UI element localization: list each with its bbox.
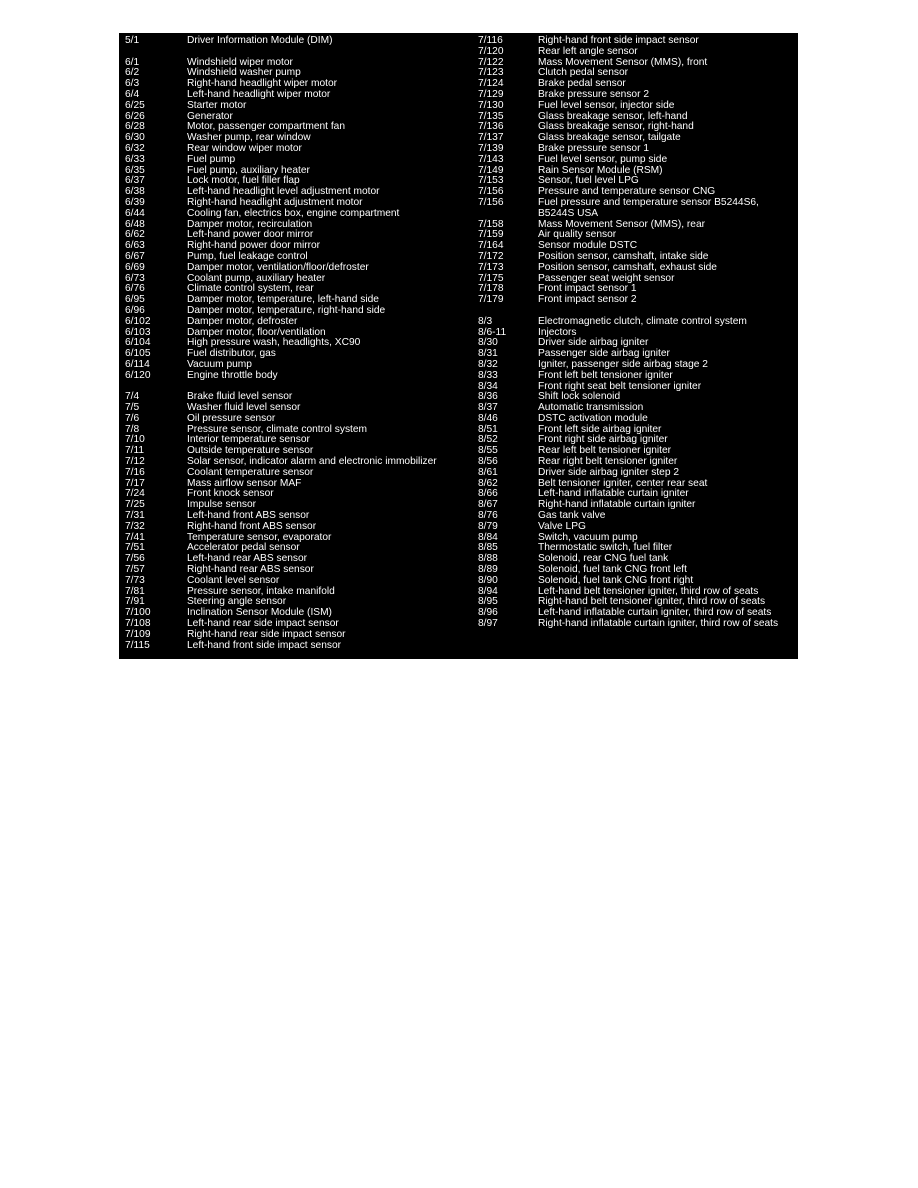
component-code: 6/44 bbox=[125, 207, 145, 219]
legend-row bbox=[478, 382, 796, 393]
component-code: 7/124 bbox=[478, 78, 504, 90]
component-legend-panel bbox=[119, 33, 798, 659]
component-description: Left-hand rear ABS sensor bbox=[187, 553, 308, 565]
component-code: 8/90 bbox=[478, 574, 498, 586]
component-description: Windshield washer pump bbox=[187, 67, 301, 79]
component-description: Right-hand inflatable curtain igniter bbox=[538, 499, 696, 511]
component-code: 6/39 bbox=[125, 196, 145, 208]
component-description: Left-hand inflatable curtain igniter bbox=[538, 488, 689, 500]
component-description: High pressure wash, headlights, XC90 bbox=[187, 337, 361, 349]
component-description: Damper motor, ventilation/floor/defroster bbox=[187, 261, 369, 273]
component-code: 7/156 bbox=[478, 186, 504, 198]
component-description: Left-hand headlight level adjustment motor bbox=[187, 186, 380, 198]
component-code: 6/32 bbox=[125, 142, 145, 154]
legend-row bbox=[478, 198, 796, 209]
legend-row bbox=[478, 295, 796, 306]
component-description: Solenoid, fuel tank CNG front left bbox=[538, 564, 687, 576]
component-description: Mass Movement Sensor (MMS), front bbox=[538, 56, 708, 68]
component-code: 7/10 bbox=[125, 434, 145, 446]
component-description: Passenger seat weight sensor bbox=[538, 272, 675, 284]
component-code: 7/149 bbox=[478, 164, 504, 176]
component-code: 6/102 bbox=[125, 315, 151, 327]
component-code: 8/66 bbox=[478, 488, 498, 500]
component-description: Glass breakage sensor, tailgate bbox=[538, 132, 681, 144]
component-code: 8/94 bbox=[478, 585, 498, 597]
component-code: 7/91 bbox=[125, 596, 145, 608]
legend-row bbox=[478, 263, 796, 274]
left-column bbox=[125, 36, 465, 651]
component-code: 6/73 bbox=[125, 272, 145, 284]
component-description: Cooling fan, electrics box, engine compartment bbox=[187, 207, 400, 219]
component-description: Sensor module DSTC bbox=[538, 240, 638, 252]
component-code: 6/48 bbox=[125, 218, 145, 230]
component-description: Front knock sensor bbox=[187, 488, 274, 500]
component-description: Interior temperature sensor bbox=[187, 434, 310, 446]
component-description: Left-hand belt tensioner igniter, third row of seats bbox=[538, 585, 759, 597]
component-description: Front impact sensor 1 bbox=[538, 283, 637, 295]
legend-row bbox=[478, 230, 796, 241]
component-code: 8/76 bbox=[478, 510, 498, 522]
component-code: 7/41 bbox=[125, 531, 145, 543]
component-code: 7/73 bbox=[125, 574, 145, 586]
legend-row bbox=[478, 220, 796, 231]
component-code: 8/30 bbox=[478, 337, 498, 349]
component-description: Damper motor, defroster bbox=[187, 315, 298, 327]
component-code: 7/56 bbox=[125, 553, 145, 565]
legend-row bbox=[478, 371, 796, 382]
component-code: 6/114 bbox=[125, 358, 150, 370]
component-code: 7/175 bbox=[478, 272, 504, 284]
component-code: 8/37 bbox=[478, 402, 498, 414]
component-code: 7/116 bbox=[478, 35, 503, 46]
legend-row bbox=[478, 101, 796, 112]
component-code: 7/81 bbox=[125, 585, 145, 597]
component-description: Thermostatic switch, fuel filter bbox=[538, 542, 673, 554]
component-code: 8/61 bbox=[478, 466, 498, 478]
component-description: Windshield wiper motor bbox=[187, 56, 293, 68]
component-code: 8/6-11 bbox=[478, 326, 507, 338]
component-description: Damper motor, temperature, left-hand side bbox=[187, 294, 379, 306]
component-description: Sensor, fuel level LPG bbox=[538, 175, 639, 187]
component-description: Engine throttle body bbox=[187, 369, 278, 381]
component-code: 6/26 bbox=[125, 110, 145, 122]
component-code: 7/135 bbox=[478, 110, 504, 122]
component-code: 7/137 bbox=[478, 132, 504, 144]
component-code: 7/24 bbox=[125, 488, 145, 500]
component-code: 8/79 bbox=[478, 520, 498, 532]
component-description: Valve LPG bbox=[538, 520, 586, 532]
component-description: Position sensor, camshaft, exhaust side bbox=[538, 261, 717, 273]
component-description: Left-hand headlight wiper motor bbox=[187, 88, 331, 100]
component-code: 8/32 bbox=[478, 358, 498, 370]
legend-row bbox=[125, 155, 465, 166]
component-description: Right-hand power door mirror bbox=[187, 240, 321, 252]
component-code: 7/159 bbox=[478, 229, 504, 241]
component-description: Right-hand headlight adjustment motor bbox=[187, 196, 363, 208]
component-description: Glass breakage sensor, right-hand bbox=[538, 121, 694, 133]
component-description: Front right side airbag igniter bbox=[538, 434, 668, 446]
component-description: Pump, fuel leakage control bbox=[187, 250, 308, 262]
legend-row bbox=[125, 641, 465, 652]
legend-row bbox=[125, 263, 465, 274]
component-code: 7/164 bbox=[478, 240, 504, 252]
component-code: 6/103 bbox=[125, 326, 151, 338]
component-description: Lock motor, fuel filler flap bbox=[187, 175, 300, 187]
component-description: Rear left angle sensor bbox=[538, 45, 638, 57]
component-code: 6/28 bbox=[125, 121, 145, 133]
component-description: Vacuum pump bbox=[187, 358, 252, 370]
component-code: 8/88 bbox=[478, 553, 498, 565]
component-description: Pressure sensor, intake manifold bbox=[187, 585, 335, 597]
legend-row bbox=[125, 587, 465, 598]
component-code: 6/105 bbox=[125, 348, 151, 360]
component-description: Brake pedal sensor bbox=[538, 78, 626, 90]
legend-row bbox=[125, 90, 465, 101]
component-code: 7/51 bbox=[125, 542, 145, 554]
component-code: 8/31 bbox=[478, 348, 498, 360]
component-code: 8/62 bbox=[478, 477, 498, 489]
component-description: Damper motor, temperature, right-hand side bbox=[187, 304, 386, 316]
component-description: Brake pressure sensor 2 bbox=[538, 88, 649, 100]
component-description: Rear left belt tensioner igniter bbox=[538, 445, 672, 457]
component-description: Left-hand rear side impact sensor bbox=[187, 618, 339, 630]
component-code: 7/17 bbox=[125, 477, 145, 489]
component-description: Washer fluid level sensor bbox=[187, 402, 301, 414]
legend-row bbox=[125, 630, 465, 641]
component-description: Automatic transmission bbox=[538, 402, 644, 414]
component-description: Rear window wiper motor bbox=[187, 142, 302, 154]
component-description: Washer pump, rear window bbox=[187, 132, 311, 144]
component-code: 8/95 bbox=[478, 596, 498, 608]
legend-row bbox=[125, 101, 465, 112]
component-description: Pressure and temperature sensor CNG bbox=[538, 186, 716, 198]
component-description: Electromagnetic clutch, climate control system bbox=[538, 315, 747, 327]
component-code: 7/136 bbox=[478, 121, 504, 133]
component-description: Gas tank valve bbox=[538, 510, 606, 522]
component-description: Glass breakage sensor, left-hand bbox=[538, 110, 688, 122]
component-description: Clutch pedal sensor bbox=[538, 67, 629, 79]
component-description: Right-hand front ABS sensor bbox=[187, 520, 317, 532]
right-column bbox=[478, 36, 796, 630]
component-code: 7/57 bbox=[125, 564, 145, 576]
component-description: Temperature sensor, evaporator bbox=[187, 531, 332, 543]
component-code: 6/62 bbox=[125, 229, 145, 241]
component-code: 7/31 bbox=[125, 510, 145, 522]
component-description: Igniter, passenger side airbag stage 2 bbox=[538, 358, 708, 370]
component-description: Left-hand inflatable curtain igniter, third row of seats bbox=[538, 607, 772, 619]
component-code: 8/46 bbox=[478, 412, 498, 424]
component-code: 7/32 bbox=[125, 520, 145, 532]
component-code: 7/153 bbox=[478, 175, 504, 187]
component-code: 6/120 bbox=[125, 369, 151, 381]
component-code: 7/172 bbox=[478, 250, 504, 262]
component-description: Driver side airbag igniter step 2 bbox=[538, 466, 679, 478]
component-code: 7/100 bbox=[125, 607, 151, 619]
component-description: Fuel level sensor, injector side bbox=[538, 99, 675, 111]
component-code: 6/4 bbox=[125, 88, 140, 100]
component-description: Damper motor, floor/ventilation bbox=[187, 326, 326, 338]
component-description: Shift lock solenoid bbox=[538, 391, 621, 403]
legend-row bbox=[478, 317, 796, 328]
component-code: 6/69 bbox=[125, 261, 145, 273]
component-code: 8/52 bbox=[478, 434, 498, 446]
component-description: Impulse sensor bbox=[187, 499, 257, 511]
component-description: Driver side airbag igniter bbox=[538, 337, 649, 349]
component-code: 7/108 bbox=[125, 618, 151, 630]
legend-row bbox=[478, 500, 796, 511]
component-code: 6/33 bbox=[125, 153, 145, 165]
component-description: Rear right belt tensioner igniter bbox=[538, 456, 678, 468]
component-code: 8/56 bbox=[478, 456, 498, 468]
legend-row bbox=[478, 511, 796, 522]
component-code: 8/67 bbox=[478, 499, 498, 511]
component-description: Brake fluid level sensor bbox=[187, 391, 293, 403]
component-code: 7/120 bbox=[478, 45, 504, 57]
component-description: Front impact sensor 2 bbox=[538, 294, 637, 306]
spacer bbox=[125, 47, 465, 58]
component-code: 7/16 bbox=[125, 466, 145, 478]
component-description: Solar sensor, indicator alarm and electronic immobilizer bbox=[187, 456, 437, 468]
legend-row bbox=[125, 209, 465, 220]
legend-row bbox=[478, 209, 796, 220]
component-code: 7/122 bbox=[478, 56, 504, 68]
component-description: Accelerator pedal sensor bbox=[187, 542, 300, 554]
component-description: Rain Sensor Module (RSM) bbox=[538, 164, 663, 176]
legend-row bbox=[125, 144, 465, 155]
component-code: 7/179 bbox=[478, 294, 504, 306]
legend-row bbox=[478, 155, 796, 166]
component-description: Left-hand front ABS sensor bbox=[187, 510, 310, 522]
component-code: 7/8 bbox=[125, 423, 140, 435]
component-code: 8/96 bbox=[478, 607, 498, 619]
component-description: Air quality sensor bbox=[538, 229, 617, 241]
component-description: Climate control system, rear bbox=[187, 283, 314, 295]
component-code: 6/67 bbox=[125, 250, 145, 262]
component-description: Front right seat belt tensioner igniter bbox=[538, 380, 702, 392]
spacer bbox=[125, 382, 465, 393]
component-code: 8/36 bbox=[478, 391, 498, 403]
component-code: 7/123 bbox=[478, 67, 504, 79]
component-code: 7/4 bbox=[125, 391, 140, 403]
component-description: Fuel pump bbox=[187, 153, 236, 165]
component-description: Passenger side airbag igniter bbox=[538, 348, 670, 360]
component-description: Generator bbox=[187, 110, 233, 122]
legend-row bbox=[125, 360, 465, 371]
component-description: Motor, passenger compartment fan bbox=[187, 121, 345, 133]
component-code: 6/38 bbox=[125, 186, 145, 198]
component-code: 7/25 bbox=[125, 499, 145, 511]
component-description: DSTC activation module bbox=[538, 412, 648, 424]
component-description: Outside temperature sensor bbox=[187, 445, 314, 457]
component-description: Brake pressure sensor 1 bbox=[538, 142, 649, 154]
component-code: 6/104 bbox=[125, 337, 151, 349]
component-description: Inclination Sensor Module (ISM) bbox=[187, 607, 332, 619]
component-description: Fuel level sensor, pump side bbox=[538, 153, 668, 165]
component-description: Coolant level sensor bbox=[187, 574, 280, 586]
component-description: Coolant pump, auxiliary heater bbox=[187, 272, 326, 284]
component-code: 8/89 bbox=[478, 564, 498, 576]
component-code: 7/5 bbox=[125, 402, 140, 414]
component-code: 7/130 bbox=[478, 99, 504, 111]
legend-row bbox=[125, 349, 465, 360]
legend-row bbox=[478, 58, 796, 69]
component-description: Mass airflow sensor MAF bbox=[187, 477, 302, 489]
component-description: Injectors bbox=[538, 326, 577, 338]
component-description: Right-hand rear ABS sensor bbox=[187, 564, 314, 576]
component-code: 8/85 bbox=[478, 542, 498, 554]
component-code: 6/30 bbox=[125, 132, 145, 144]
component-description: Position sensor, camshaft, intake side bbox=[538, 250, 709, 262]
component-code bbox=[478, 209, 538, 220]
component-code: 8/55 bbox=[478, 445, 498, 457]
component-code: 7/109 bbox=[125, 628, 151, 640]
component-code: 6/37 bbox=[125, 175, 145, 187]
component-description: Fuel distributor, gas bbox=[187, 348, 276, 360]
component-code: 8/84 bbox=[478, 531, 498, 543]
legend-row bbox=[478, 47, 796, 58]
legend-row bbox=[478, 284, 796, 295]
component-code: 7/139 bbox=[478, 142, 504, 154]
component-code: 8/33 bbox=[478, 369, 498, 381]
legend-row bbox=[125, 36, 465, 47]
component-description: Belt tensioner igniter, center rear seat bbox=[538, 477, 708, 489]
component-description: Mass Movement Sensor (MMS), rear bbox=[538, 218, 705, 230]
component-description: Front left side airbag igniter bbox=[538, 423, 662, 435]
component-description: Right-hand inflatable curtain igniter, third row of seats bbox=[538, 618, 779, 630]
component-code: 7/173 bbox=[478, 261, 504, 273]
component-code: 6/3 bbox=[125, 78, 140, 90]
component-code: 7/6 bbox=[125, 412, 140, 424]
legend-row bbox=[125, 565, 465, 576]
legend-row bbox=[478, 619, 796, 630]
component-code: 5/1 bbox=[125, 35, 140, 46]
component-code: 6/2 bbox=[125, 67, 140, 79]
component-code: 6/25 bbox=[125, 99, 145, 111]
component-description: Steering angle sensor bbox=[187, 596, 287, 608]
component-description: Right-hand front side impact sensor bbox=[538, 35, 699, 46]
component-code: 7/178 bbox=[478, 283, 504, 295]
component-description: Fuel pressure and temperature sensor B5244S6, bbox=[538, 196, 759, 208]
legend-row bbox=[125, 371, 465, 382]
component-code: 7/115 bbox=[125, 639, 150, 651]
component-description: Right-hand belt tensioner igniter, third row of seats bbox=[538, 596, 766, 608]
component-code: 7/156 bbox=[478, 196, 504, 208]
component-code: 7/129 bbox=[478, 88, 504, 100]
component-description: Right-hand headlight wiper motor bbox=[187, 78, 338, 90]
component-description: Left-hand front side impact sensor bbox=[187, 639, 342, 651]
component-description: Front left belt tensioner igniter bbox=[538, 369, 673, 381]
component-code: 8/34 bbox=[478, 380, 498, 392]
component-code: 7/11 bbox=[125, 445, 145, 457]
component-description: Coolant temperature sensor bbox=[187, 466, 314, 478]
component-description: Damper motor, recirculation bbox=[187, 218, 313, 230]
legend-row bbox=[125, 403, 465, 414]
component-description: Right-hand rear side impact sensor bbox=[187, 628, 346, 640]
component-code: 6/76 bbox=[125, 283, 145, 295]
legend-row bbox=[478, 274, 796, 285]
component-code: 7/12 bbox=[125, 456, 145, 468]
component-description: Solenoid, rear CNG fuel tank bbox=[538, 553, 669, 565]
component-code: 6/96 bbox=[125, 304, 145, 316]
component-code: 6/1 bbox=[125, 56, 140, 68]
component-description: Fuel pump, auxiliary heater bbox=[187, 164, 310, 176]
component-description: Starter motor bbox=[187, 99, 247, 111]
component-description: Left-hand power door mirror bbox=[187, 229, 314, 241]
component-code: 8/51 bbox=[478, 423, 498, 435]
component-description: Oil pressure sensor bbox=[187, 412, 276, 424]
component-code: 8/3 bbox=[478, 315, 493, 327]
component-code: 6/63 bbox=[125, 240, 145, 252]
legend-row bbox=[125, 338, 465, 349]
component-code: 6/95 bbox=[125, 294, 145, 306]
component-code: 7/143 bbox=[478, 153, 504, 165]
component-description: Switch, vacuum pump bbox=[538, 531, 638, 543]
component-description: Pressure sensor, climate control system bbox=[187, 423, 368, 435]
legend-row bbox=[478, 68, 796, 79]
component-code: 6/35 bbox=[125, 164, 145, 176]
component-code: 8/97 bbox=[478, 618, 498, 630]
legend-row bbox=[125, 479, 465, 490]
legend-row bbox=[125, 317, 465, 328]
component-description: Solenoid, fuel tank CNG front right bbox=[538, 574, 694, 586]
component-description: B5244S USA bbox=[538, 207, 599, 219]
component-code: 7/158 bbox=[478, 218, 504, 230]
legend-row bbox=[125, 489, 465, 500]
component-description: Driver Information Module (DIM) bbox=[187, 35, 333, 46]
